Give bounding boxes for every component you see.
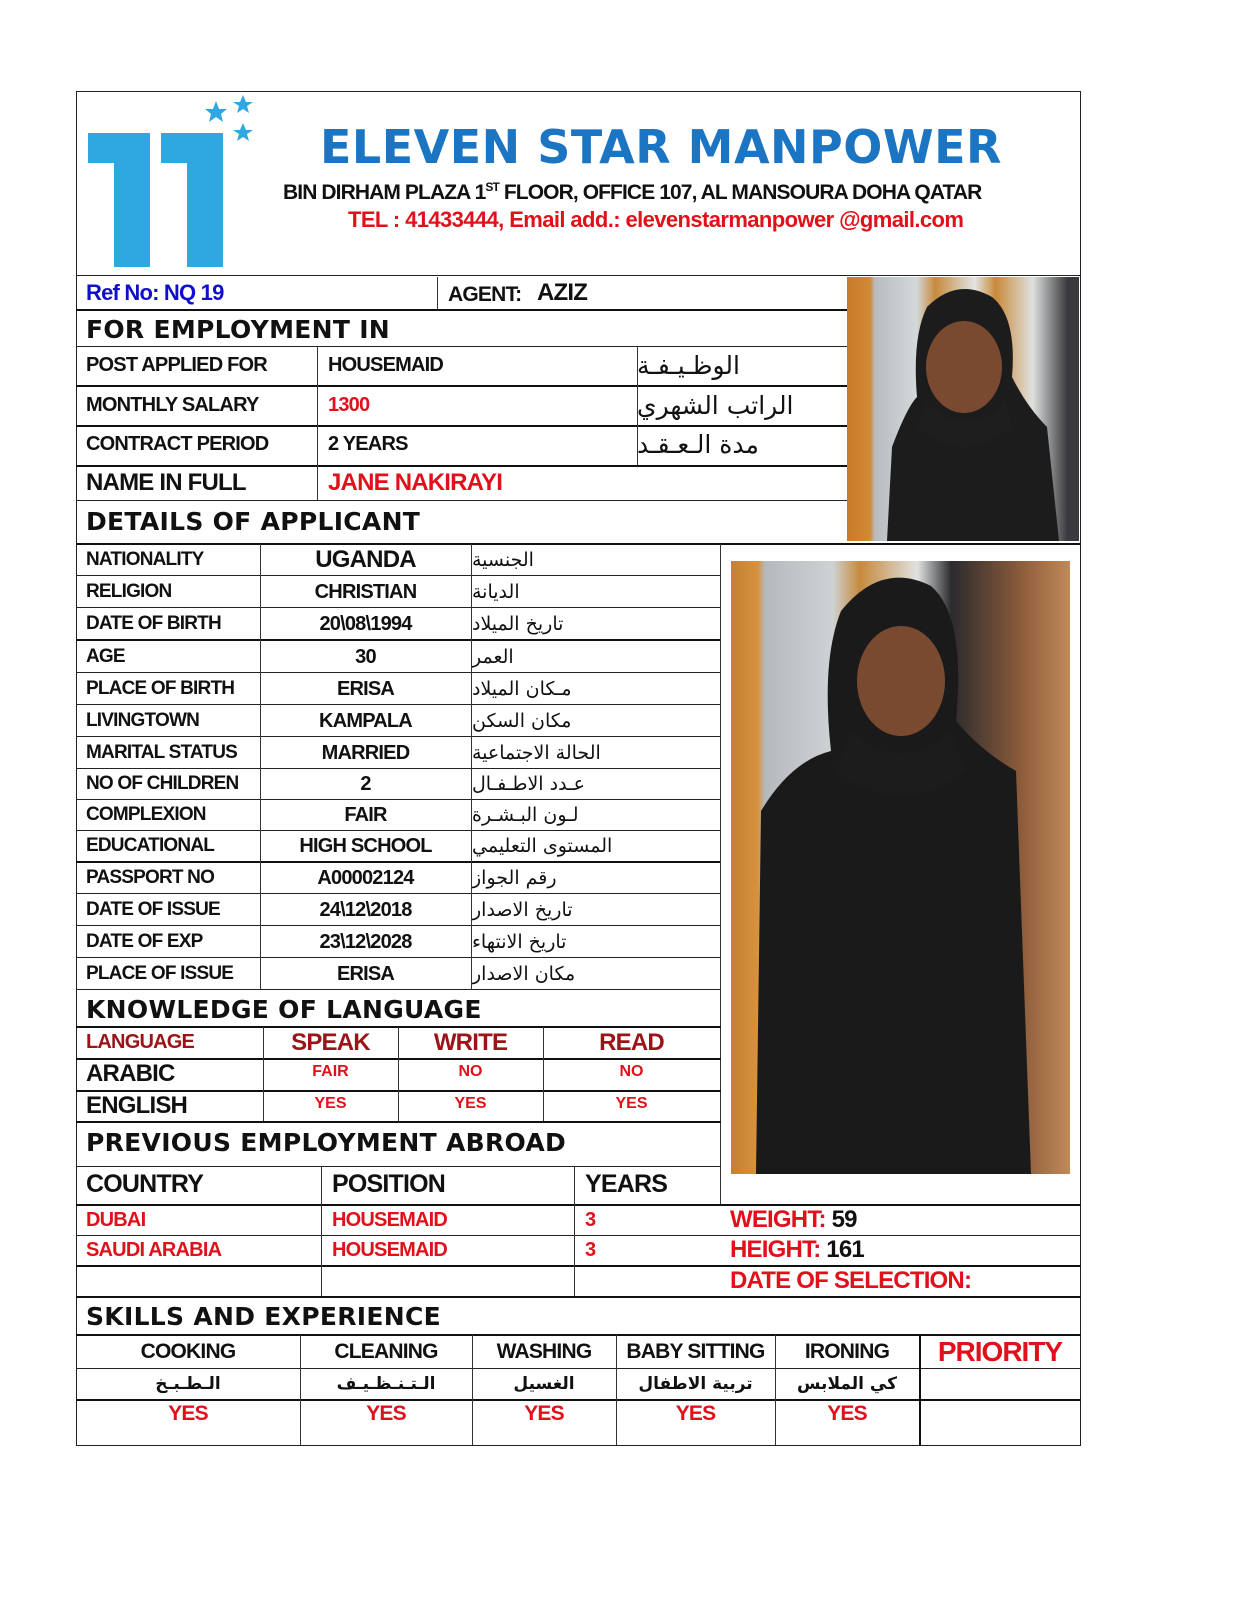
language-row-english-name: ENGLISH bbox=[86, 1092, 188, 1119]
divider bbox=[76, 1296, 1081, 1298]
detail-value: 30 bbox=[355, 645, 376, 668]
detail-value: ERISA bbox=[336, 677, 395, 700]
language-header-read: READ bbox=[599, 1029, 664, 1056]
skill-name: WASHING bbox=[496, 1339, 592, 1363]
detail-arabic-label: المستوى التعليمي bbox=[472, 835, 613, 857]
ref-number: Ref No: NQ 19 bbox=[86, 280, 224, 305]
language-header-speak: SPEAK bbox=[291, 1029, 370, 1056]
section-title-previous-employment: PREVIOUS EMPLOYMENT ABROAD bbox=[86, 1127, 567, 1157]
detail-arabic-label: تاريخ الميلاد bbox=[472, 613, 564, 635]
full-name-label: NAME IN FULL bbox=[86, 468, 246, 496]
skill-value: YES bbox=[168, 1402, 208, 1425]
divider bbox=[321, 1166, 322, 1296]
language-arabic-read: NO bbox=[619, 1063, 644, 1080]
detail-label: RELIGION bbox=[86, 581, 172, 602]
salary-arabic: الراتب الشهري bbox=[637, 390, 794, 420]
detail-value: 23\12\2028 bbox=[319, 930, 412, 953]
person-portrait-icon bbox=[847, 277, 1079, 541]
skill-name-arabic: كي الملابس bbox=[797, 1374, 897, 1394]
applicant-full-length-photo bbox=[731, 561, 1070, 1174]
divider bbox=[616, 1335, 617, 1445]
agent-value: AZIZ bbox=[537, 279, 588, 306]
post-applied-value: HOUSEMAID bbox=[328, 353, 444, 376]
divider bbox=[471, 544, 472, 990]
company-address bbox=[283, 180, 981, 205]
language-header-write: WRITE bbox=[433, 1029, 508, 1056]
agent-label: AGENT: bbox=[448, 283, 522, 306]
employment-row-country: SAUDI ARABIA bbox=[86, 1238, 222, 1261]
detail-value: 20\08\1994 bbox=[319, 612, 412, 635]
detail-arabic-label: رقم الجواز bbox=[472, 867, 557, 889]
detail-label: LIVINGTOWN bbox=[86, 710, 200, 731]
address-line-part2: FLOOR, OFFICE 107, AL MANSOURA DOHA QATAR bbox=[498, 181, 982, 204]
divider bbox=[574, 1166, 575, 1296]
detail-label: NO OF CHILDREN bbox=[86, 773, 239, 794]
divider bbox=[263, 1027, 264, 1121]
divider bbox=[76, 1204, 1081, 1206]
company-contact[interactable]: TEL : 41433444, Email add.: elevenstarmanpower @gmail.com bbox=[348, 207, 964, 232]
detail-arabic-label: تاريخ الاصدار bbox=[472, 899, 573, 921]
detail-arabic-label: الديانة bbox=[472, 581, 520, 603]
height-label: HEIGHT: bbox=[730, 1236, 821, 1263]
contract-label: CONTRACT PERIOD bbox=[86, 432, 269, 455]
skill-name: CLEANING bbox=[334, 1339, 438, 1363]
employment-row-years: 3 bbox=[585, 1208, 596, 1231]
employment-header-position: POSITION bbox=[332, 1169, 446, 1198]
divider bbox=[76, 500, 847, 501]
employment-row-country: DUBAI bbox=[86, 1208, 146, 1231]
section-title-employment: FOR EMPLOYMENT IN bbox=[86, 314, 391, 344]
address-superscript: ST bbox=[485, 180, 499, 194]
detail-value: ERISA bbox=[336, 962, 395, 985]
detail-label: DATE OF BIRTH bbox=[86, 613, 221, 634]
divider bbox=[300, 1335, 301, 1445]
weight-label: WEIGHT: bbox=[730, 1206, 826, 1233]
skill-name: BABY SITTING bbox=[626, 1339, 765, 1363]
company-logo bbox=[86, 95, 256, 270]
detail-arabic-label: مـكان الميلاد bbox=[472, 678, 572, 700]
language-arabic-write: NO bbox=[458, 1063, 483, 1080]
contract-arabic: مدة الـعـقـد bbox=[637, 429, 759, 459]
divider bbox=[76, 309, 847, 311]
detail-value: 2 bbox=[360, 772, 371, 795]
skill-name-arabic: الـتـنـظـيـف bbox=[336, 1374, 436, 1394]
section-title-details: DETAILS OF APPLICANT bbox=[86, 506, 421, 536]
detail-label: MARITAL STATUS bbox=[86, 742, 237, 763]
detail-label: NATIONALITY bbox=[86, 549, 204, 570]
language-arabic-speak: FAIR bbox=[312, 1063, 349, 1080]
detail-label: AGE bbox=[86, 646, 125, 667]
height-field bbox=[730, 1235, 864, 1265]
section-title-skills: SKILLS AND EXPERIENCE bbox=[86, 1301, 442, 1331]
skill-value: YES bbox=[366, 1402, 406, 1425]
employment-header-country: COUNTRY bbox=[86, 1169, 204, 1198]
divider bbox=[76, 989, 721, 990]
divider bbox=[720, 544, 721, 1206]
divider bbox=[919, 1335, 921, 1445]
weight-value: 59 bbox=[825, 1206, 857, 1233]
detail-label: DATE OF ISSUE bbox=[86, 899, 220, 920]
skill-name-arabic: تربية الاطفال bbox=[638, 1374, 753, 1394]
detail-label: DATE OF EXP bbox=[86, 931, 203, 952]
divider bbox=[472, 1335, 473, 1445]
skill-name-arabic: الغسيل bbox=[513, 1374, 575, 1394]
date-of-selection-label: DATE OF SELECTION: bbox=[730, 1267, 972, 1294]
detail-label: PASSPORT NO bbox=[86, 867, 215, 888]
language-english-read: YES bbox=[615, 1095, 648, 1112]
detail-value: FAIR bbox=[344, 803, 387, 826]
applicant-portrait-photo bbox=[847, 277, 1079, 541]
detail-arabic-label: الحالة الاجتماعية bbox=[472, 742, 601, 764]
divider bbox=[76, 275, 1081, 276]
divider bbox=[398, 1027, 399, 1121]
post-applied-arabic: الوظـيـفـة bbox=[637, 350, 740, 380]
divider bbox=[76, 1121, 721, 1123]
detail-value: CHRISTIAN bbox=[314, 580, 417, 603]
height-value: 161 bbox=[820, 1236, 864, 1263]
skill-name-arabic: الـطـبـخ bbox=[155, 1374, 221, 1394]
detail-arabic-label: مكان الاصدار bbox=[472, 963, 576, 985]
priority-label: PRIORITY bbox=[937, 1336, 1063, 1367]
detail-label: PLACE OF ISSUE bbox=[86, 963, 234, 984]
detail-arabic-label: تاريخ الانتهاء bbox=[472, 931, 567, 953]
divider bbox=[76, 1235, 1081, 1236]
weight-field bbox=[730, 1205, 857, 1235]
detail-label: COMPLEXION bbox=[86, 804, 206, 825]
employment-header-years: YEARS bbox=[585, 1169, 668, 1198]
full-name-value: JANE NAKIRAYI bbox=[328, 468, 503, 496]
divider bbox=[260, 544, 261, 990]
detail-value: A00002124 bbox=[317, 866, 414, 889]
contract-value: 2 YEARS bbox=[328, 432, 408, 455]
detail-label: EDUCATIONAL bbox=[86, 835, 215, 856]
language-row-arabic-name: ARABIC bbox=[86, 1060, 175, 1087]
employment-row-position: HOUSEMAID bbox=[332, 1238, 448, 1261]
detail-label: PLACE OF BIRTH bbox=[86, 678, 235, 699]
divider bbox=[76, 1399, 1081, 1401]
detail-value: 24\12\2018 bbox=[319, 898, 412, 921]
divider bbox=[76, 1368, 1081, 1369]
eleven-logo-icon bbox=[86, 95, 256, 270]
post-applied-label: POST APPLIED FOR bbox=[86, 353, 267, 376]
detail-arabic-label: مكان السكن bbox=[472, 710, 572, 732]
skill-name: COOKING bbox=[140, 1339, 236, 1363]
address-line-part1: BIN DIRHAM PLAZA 1 bbox=[283, 181, 486, 204]
detail-value: HIGH SCHOOL bbox=[299, 834, 432, 857]
language-header-language: LANGUAGE bbox=[86, 1030, 195, 1053]
divider bbox=[775, 1335, 776, 1445]
language-english-write: YES bbox=[454, 1095, 487, 1112]
skill-name: IRONING bbox=[804, 1339, 890, 1363]
skill-value: YES bbox=[675, 1402, 716, 1425]
employment-row-years: 3 bbox=[585, 1238, 596, 1261]
detail-arabic-label: عـدد الاطـفـال bbox=[472, 773, 585, 795]
section-title-language: KNOWLEDGE OF LANGUAGE bbox=[86, 994, 482, 1024]
divider bbox=[543, 1027, 544, 1121]
detail-value: KAMPALA bbox=[319, 709, 412, 732]
employment-row-empty bbox=[76, 1266, 720, 1296]
divider bbox=[317, 346, 318, 500]
employment-row-position: HOUSEMAID bbox=[332, 1208, 448, 1231]
person-full-length-icon bbox=[731, 561, 1070, 1174]
divider bbox=[437, 277, 438, 309]
detail-value: MARRIED bbox=[321, 741, 410, 764]
language-english-speak: YES bbox=[314, 1095, 347, 1112]
divider bbox=[637, 346, 638, 465]
skill-value: YES bbox=[524, 1402, 564, 1425]
salary-value: 1300 bbox=[328, 393, 370, 416]
detail-arabic-label: الجنسية bbox=[472, 549, 534, 571]
salary-label: MONTHLY SALARY bbox=[86, 393, 259, 416]
detail-value: UGANDA bbox=[315, 546, 416, 573]
detail-arabic-label: لـون البـشـرة bbox=[472, 804, 579, 826]
divider bbox=[76, 1445, 1081, 1446]
company-name: ELEVEN STAR MANPOWER bbox=[320, 120, 1002, 174]
skill-value: YES bbox=[827, 1402, 867, 1425]
detail-arabic-label: العمر bbox=[472, 646, 514, 668]
